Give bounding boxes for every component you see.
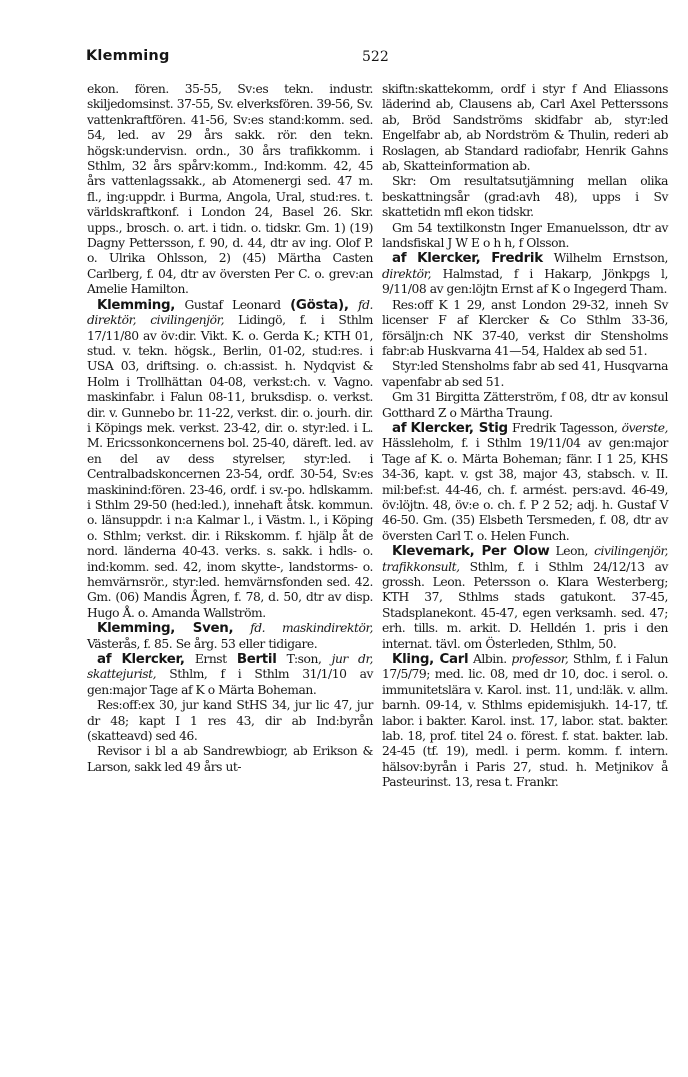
left-column [87,82,373,775]
running-head: Klemming [86,48,170,64]
entry-continuation: ekon. fören. 35-55, Sv:es tekn. industr. skiljedomsinst. 37-55, Sv. elverksfören. 39-56, Sv. vattenkraftfören. 41-56, Sv:es stand:komm. sed. 54, led. av 29 års sakk. rör. den tekn. högsk:undervisn. ordn., 30 års trafikkomm. i Sthlm, 32 års spårv:komm., Ind:komm. 42, 45 års vattenlagssakk., ab Atomenergi sed. 47 m. fl., ing:uppdr. i Burma, Angola, Ural, stud:res. t. världskraftkonf. i London 24, Basel 26. Skr. upps., brosch. o. art. i tidn. o. tidskr. Gm. 1) (19) Dagny Pettersson, f. 90, d. 44, dtr av ing. Olof P. o. Ulrika Ohlsson, 2) (45) Märtha Casten Carlberg, f. 04, dtr av översten Per C. o. grev:an Amelie Hamilton. [87,82,373,297]
page-number: 522 [362,49,389,65]
entry-called-name: Fredrik [491,251,543,267]
entry-surname: Klemming, Sven, [97,621,234,637]
entry-section-career: Res:off:ex 30, jur kand StHS 34, jur lic 47, jur dr 48; kapt I 1 res 43, dir ab Ind:byrån (skatteavd) sed 46. [87,698,373,744]
entry-given-names: Fredrik Tagesson, [512,420,618,435]
entry-text: Västerås, f. 85. Se årg. 53 eller tidigare. [87,636,318,651]
entry-surname: Kling, Carl [392,652,469,668]
entry-section-writings: Skr: Om resultatsutjämning mellan olika beskattningsår (grad:avh 48), upps i Sv skattetidn mfl ekon tidskr. [382,174,668,220]
entry-given-names: Wilhelm Ernstson, [553,251,668,266]
right-column [382,82,668,791]
entry-surname: Klevemark, Per Olow [392,544,550,560]
entry-klemming-sven [87,621,373,652]
entry-text: Sthlm, f. i Sthlm 24/12/13 av grossh. Leon. Petersson o. Klara Westerberg; KTH 37, Sthlms stads gatukont. 37-45, Stadsplanekont. 45-47, egen verksamh. sed. 47; erh. tills. m. arkit. D. Helldén 1. pris i den internat. tävl. om Österleden, Sthlm, 50. [382,559,668,651]
page-header [86,48,668,70]
entry-occupation: fd. direktör, civilingenjör, [87,297,374,328]
entry-text: Halmstad, f i Hakarp, Jönkpgs l, 9/11/08 av gen:löjtn Ernst af K o Ingegerd Tham. [382,266,668,297]
entry-klemming-gosta [87,298,373,622]
entry-occupation: överste, [621,420,668,435]
entry-called-name: (Gösta), [290,297,349,313]
entry-given-names: Leon, [555,544,588,559]
entry-given-names: Gustaf Leonard [184,297,281,312]
entry-klercker-fredrik [382,251,668,297]
entry-text: Sthlm, f i Sthlm 31/1/10 av gen:major Tage af K o Märta Boheman. [87,667,373,697]
entry-section-career: Res:off K 1 29, anst London 29-32, inneh Sv licenser F af Klercker & Co Sthlm 33-36, försäljn:ch NK 37-40, verkst dir Stensholms fabr:ab Huskvarna 41—54, Haldex ab sed 51. [382,297,668,358]
entry-prefix: af [392,251,407,267]
entry-surname: Klercker, [417,251,481,267]
entry-given-names: Ernst [194,652,227,667]
entry-prefix: af [392,420,407,436]
entry-occupation: jur dr, skattejurist, [87,652,373,682]
entry-prefix: af [97,652,112,668]
entry-occupation: professor, [511,652,569,667]
entry-surname: Klercker, [121,652,185,668]
entry-given-names: Albin. [472,652,507,667]
entry-occupation: civilingenjör, trafikkonsult, [382,544,668,574]
entry-text: Lidingö, f. i Sthlm 17/11/80 av öv:dir. Vikt. K. o. Gerda K.; KTH 01, stud. v. tekn. högsk., Berlin, 01-02, stud:res. i USA 03, driftsing. o. ch:assist. h. Nydqvist & Holm i Trollhättan 04-08, verkst:ch. v. Vagno. maskinfabr. i Falun 08-11, bruksdisp. o. verkst. dir. v. Gunnebo br. 11-22, verkst. dir. o. jourh. dir. i Köpings mek. verkst. 23-42, dir. o. styr:led. i L. M. Ericssonkoncernens bol. 25-40, däreft. led. av en del av dess styrelser, styr:led. i Centralbadskoncernen 23-54, ordf. 30-54, Sv:es maskinind:fören. 23-46, ordf. i sv.-po. hdlskamm. i Sthlm 29-50 (hed:led.), innehaft åtsk. kommun. o. länsuppdr. i n:a Kalmar l., i Västm. l., i Köping o. Sthlm; verkst. dir. i Rikskomm. f. hjälp åt de nord. länderna 40-43. verks. s. sakk. i hdls- o. ind:komm. sed. 42, inom skytte-, landstorms- o. hemvärnsrör., styr:led. hemvärnsfonden sed. 42. Gm. (06) Mandis Ågren, f. 78, d. 50, dtr av disp. Hugo Å. o. Amanda Wallström. [87,313,373,620]
entry-section-marriage: Gm 54 textilkonstn Inger Emanuelsson, dtr av landsfiskal J W E o h h, f Olsson. [382,220,668,251]
entry-called-name: Bertil [236,652,277,668]
entry-occupation: fd. maskindirektör, [250,621,373,636]
entry-klercker-bertil [87,652,373,698]
entry-section-marriage: Gm 31 Birgitta Zätterström, f 08, dtr av konsul Gotthard Z o Märtha Traung. [382,390,668,420]
entry-given-names-2: T:son, [286,652,322,667]
entry-surname: Klercker, Stig [410,420,508,436]
entry-text: Hässleholm, f. i Sthlm 19/11/04 av gen:major Tage af K. o. Märta Boheman; fänr. I 1 25, KHS 34-36, kapt. v. gst 38, major 43, stabsch. v. II. mil:bef:st. 44-46, ch. f. armést. pers:avd. 46-49, öv:löjtn. 48, öv:e o. ch. f. P 2 52; adj. h. Gustaf V 46-50. Gm. (35) Elsbeth Tersmeden, f. 08, dtr av översten Carl T. o. Helen Funch. [382,436,668,543]
entry-kling-carl [382,652,668,791]
entry-klevemark-per-olow [382,544,668,652]
entry-section-boards: Revisor i bl a ab Sandrewbiogr, ab Erikson & Larson, sakk led 49 års ut- [87,744,373,774]
entry-occupation: direktör, [382,266,432,281]
entry-klercker-stig [382,421,668,544]
entry-surname: Klemming, [97,297,176,313]
entry-continuation: skiftn:skattekomm, ordf i styr f And Eliassons läderind ab, Clausens ab, Carl Axel Petterssons ab, Bröd Sandströms skidfabr ab, styr:led Engelfabr ab, ab Nordström & Thulin, rederi ab Roslagen, ab Standard radiofabr, Henrik Gahns ab, Skatteinformation ab. [382,82,668,174]
entry-text: Sthlm, f. i Falun 17/5/79; med. lic. 08, med dr 10, doc. i serol. o. immunitetslära v. Karol. inst. 11, und:läk. v. allm. barnh. 09-14, v. Sthlms epidemisjukh. 14-17, tf. labor. i bakter. Karol. inst. 17, labor. stat. bakter. lab. 18, prof. titel 24 o. förest. f. stat. bakter. lab. 24-45 (tf. 19), medl. i perm. komm. f. intern. hälsov:byrån i Paris 27, stud. h. Metjnikov å Pasteurinst. 13, resa t. Frankr. [382,652,669,790]
entry-section-boards: Styr:led Stensholms fabr ab sed 41, Husqvarna vapenfabr ab sed 51. [382,359,668,389]
